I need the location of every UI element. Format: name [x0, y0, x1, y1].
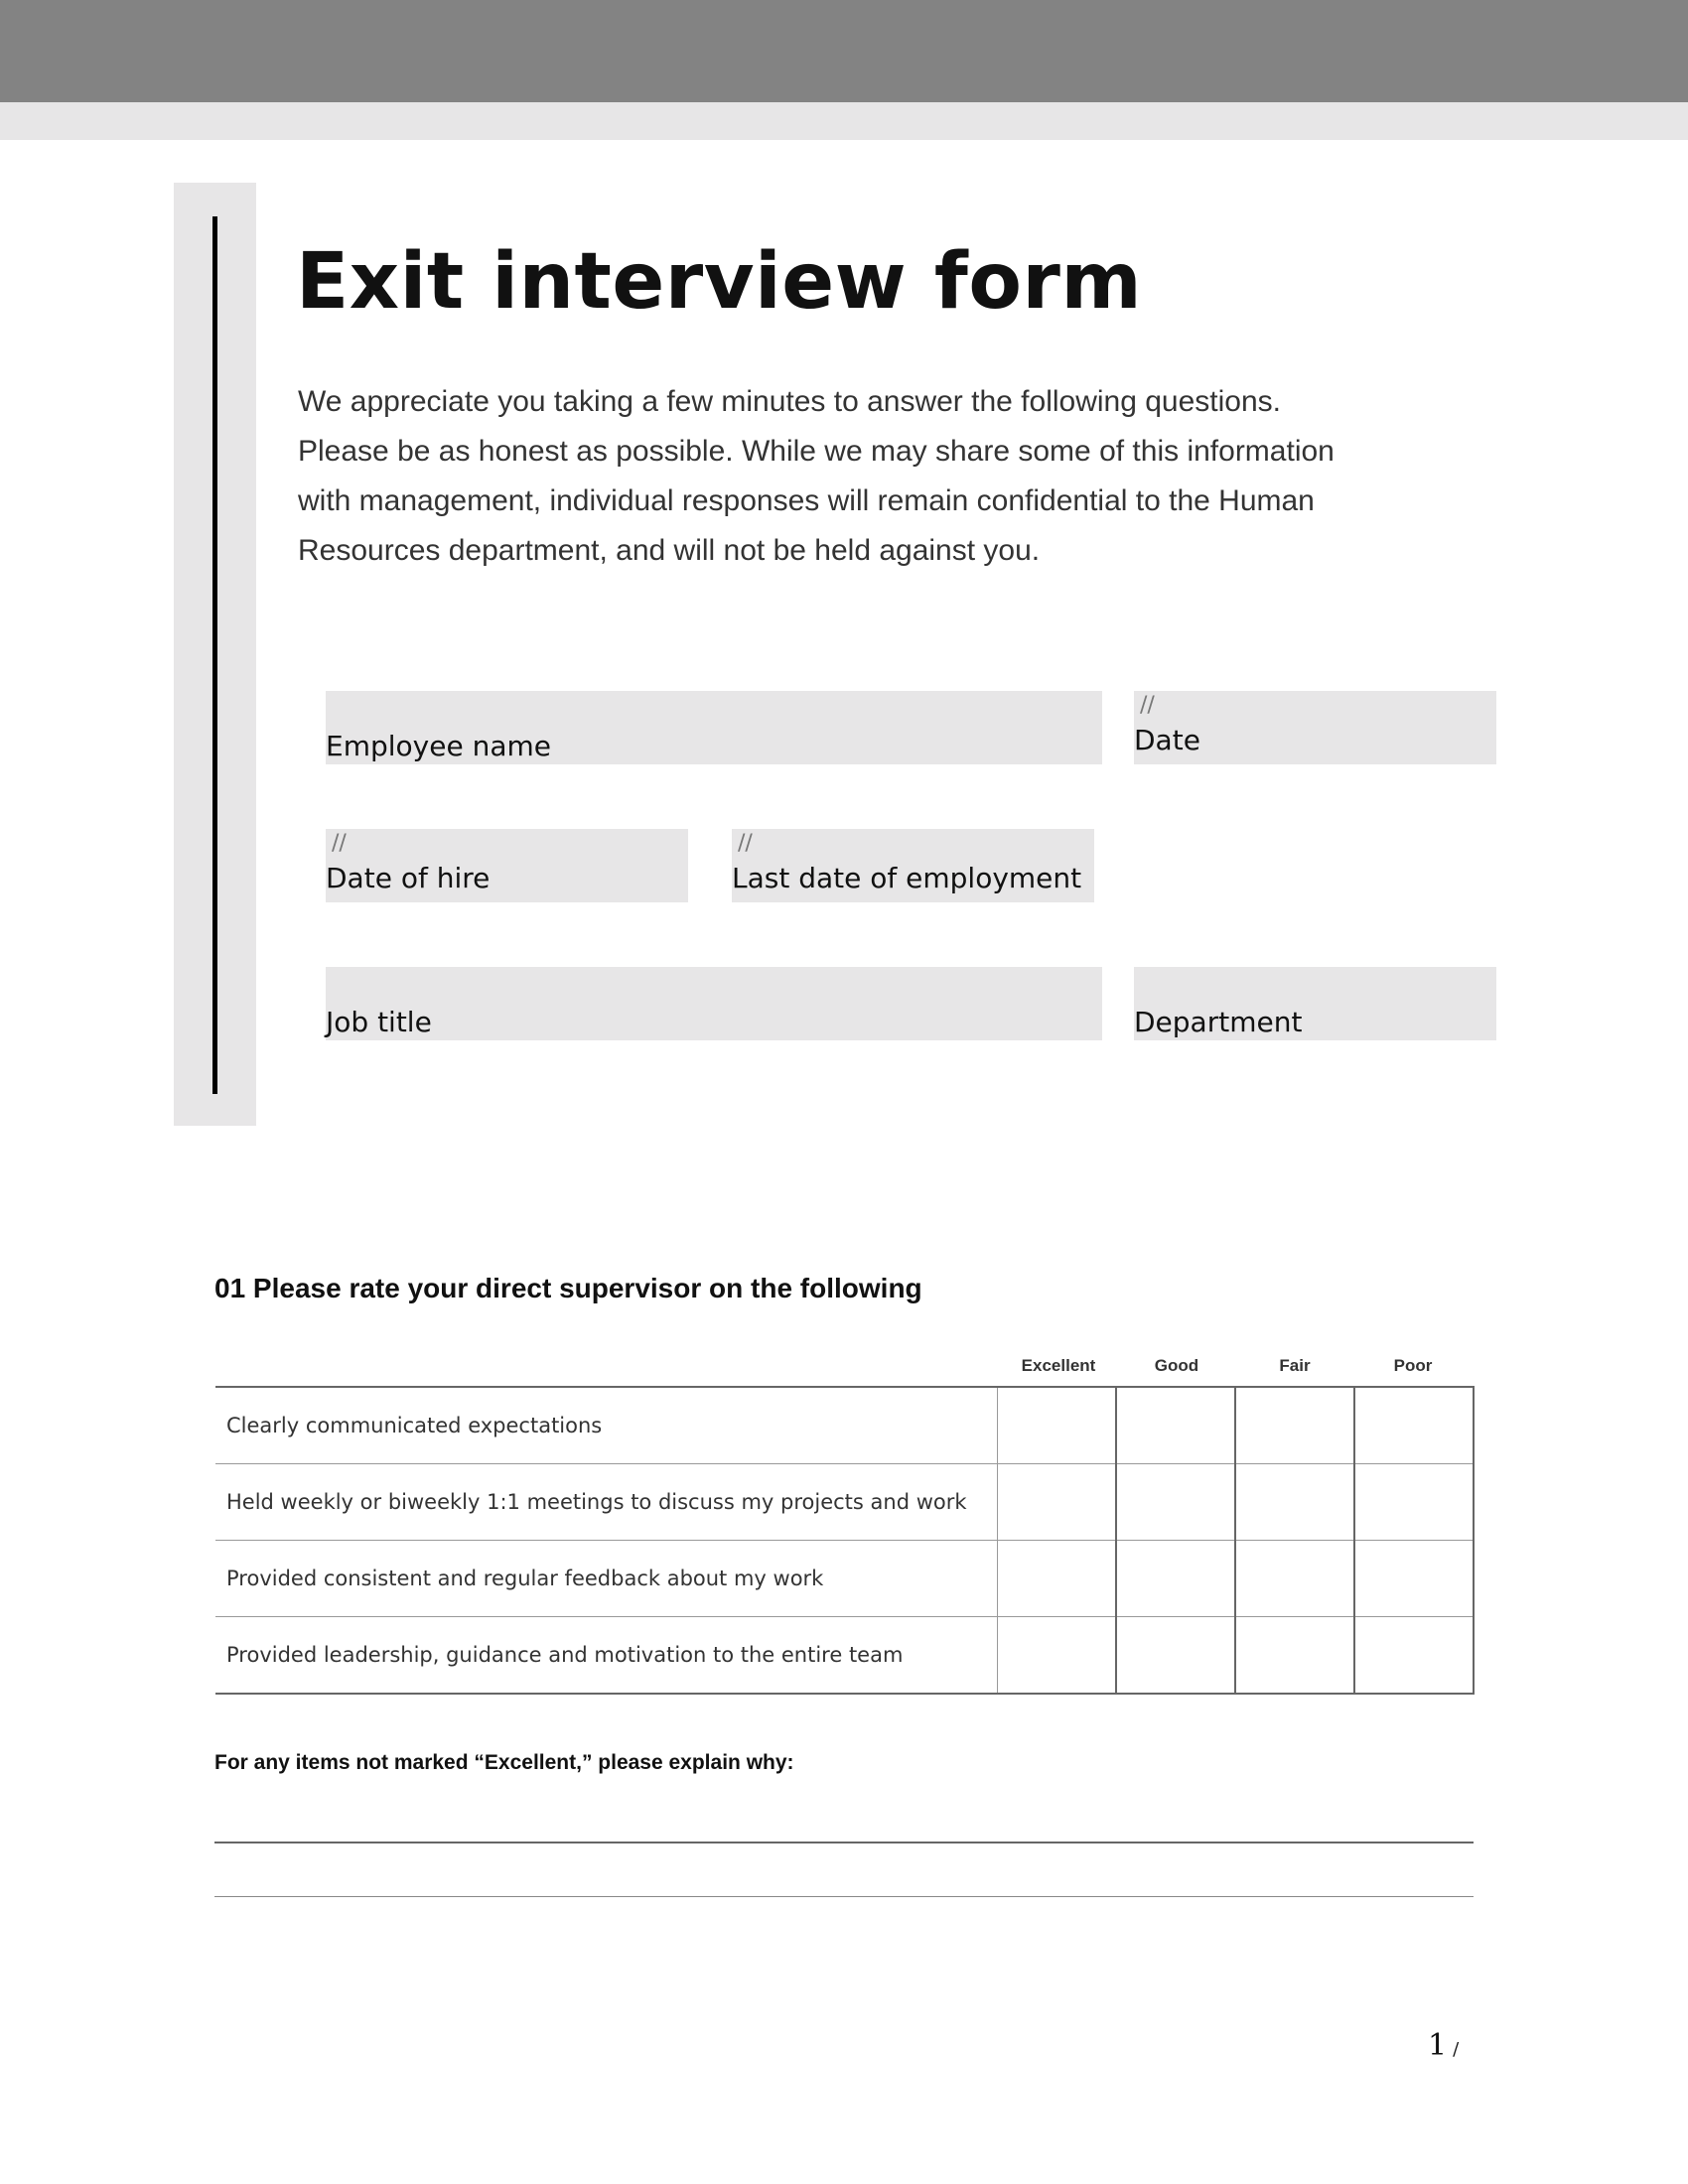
last-date-label: Last date of employment	[732, 862, 1082, 894]
intro-line: We appreciate you taking a few minutes to answer the following questions.	[298, 385, 1281, 418]
employee-name-label: Employee name	[326, 730, 551, 762]
column-header-poor: Poor	[1393, 1356, 1433, 1375]
page-title: Exit interview form	[296, 237, 1143, 327]
rating-cell-excellent[interactable]	[998, 1387, 1117, 1464]
rating-cell-poor[interactable]	[1354, 1464, 1474, 1541]
date-of-hire-field[interactable]	[326, 829, 688, 902]
table-row	[215, 1464, 1474, 1541]
rating-cell-fair[interactable]	[1235, 1387, 1354, 1464]
rating-cell-excellent[interactable]	[998, 1617, 1117, 1695]
side-accent-rule	[212, 216, 217, 1094]
rating-cell-good[interactable]	[1116, 1464, 1235, 1541]
date-of-hire-label: Date of hire	[326, 862, 491, 894]
column-header-fair: Fair	[1279, 1356, 1311, 1375]
explain-prompt: For any items not marked “Excellent,” please explain why:	[214, 1751, 794, 1774]
rating-cell-fair[interactable]	[1235, 1541, 1354, 1617]
date-of-hire-hint: //	[332, 831, 347, 856]
intro-line: Resources department, and will not be held against you.	[298, 534, 1041, 567]
date-hint: //	[1140, 693, 1155, 718]
answer-line[interactable]	[214, 1896, 1474, 1897]
rating-cell-good[interactable]	[1116, 1541, 1235, 1617]
rating-cell-excellent[interactable]	[998, 1464, 1117, 1541]
column-header-excellent: Excellent	[1021, 1356, 1096, 1375]
employee-name-field[interactable]	[326, 691, 1102, 764]
column-header-good: Good	[1154, 1356, 1199, 1375]
rating-cell-poor[interactable]	[1354, 1541, 1474, 1617]
department-label: Department	[1134, 1006, 1303, 1038]
rating-item-label: Provided leadership, guidance and motivation to the entire team	[215, 1617, 998, 1695]
last-date-hint: //	[738, 831, 753, 856]
rating-cell-fair[interactable]	[1235, 1464, 1354, 1541]
rating-cell-good[interactable]	[1116, 1617, 1235, 1695]
answer-line[interactable]	[214, 1842, 1474, 1843]
rating-cell-good[interactable]	[1116, 1387, 1235, 1464]
date-field[interactable]	[1134, 691, 1496, 764]
page-number-value: 1	[1428, 2028, 1448, 2063]
intro-paragraph	[298, 377, 1410, 576]
rating-item-label: Clearly communicated expectations	[215, 1387, 998, 1464]
table-row	[215, 1387, 1474, 1464]
supervisor-rating-table	[215, 1386, 1475, 1695]
table-row	[215, 1541, 1474, 1617]
header-sub-band	[0, 102, 1688, 140]
rating-cell-fair[interactable]	[1235, 1617, 1354, 1695]
rating-cell-poor[interactable]	[1354, 1617, 1474, 1695]
intro-line: with management, individual responses will remain confidential to the Human	[298, 484, 1315, 517]
intro-line: Please be as honest as possible. While we may share some of this information	[298, 435, 1335, 468]
rating-cell-poor[interactable]	[1354, 1387, 1474, 1464]
rating-item-label: Held weekly or biweekly 1:1 meetings to discuss my projects and work	[215, 1464, 998, 1541]
question-1-heading: 01 Please rate your direct supervisor on the following	[214, 1273, 922, 1303]
job-title-field[interactable]	[326, 967, 1102, 1040]
date-label: Date	[1134, 724, 1200, 756]
page-number	[1428, 2029, 1459, 2067]
page-number-separator: /	[1453, 2039, 1460, 2060]
table-row	[215, 1617, 1474, 1695]
header-band	[0, 0, 1688, 102]
rating-item-label: Provided consistent and regular feedback about my work	[215, 1541, 998, 1617]
department-field[interactable]	[1134, 967, 1496, 1040]
job-title-label: Job title	[326, 1006, 432, 1038]
rating-cell-excellent[interactable]	[998, 1541, 1117, 1617]
last-date-of-employment-field[interactable]	[732, 829, 1094, 902]
